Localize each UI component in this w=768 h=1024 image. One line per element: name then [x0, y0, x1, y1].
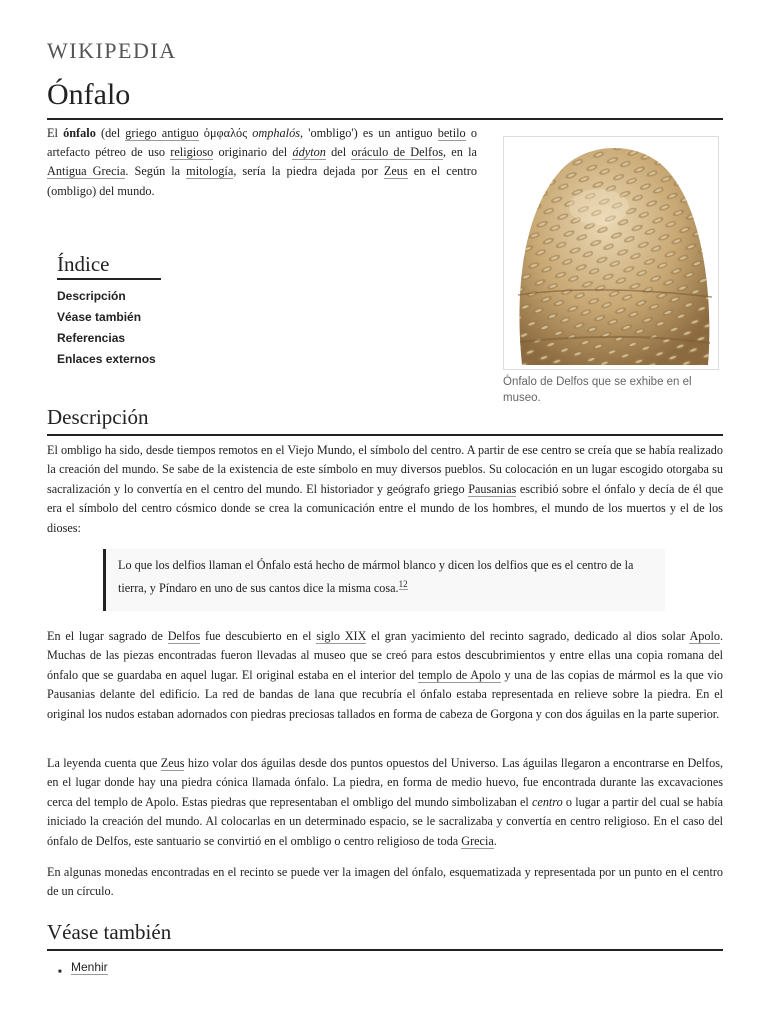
link-menhir[interactable]: Menhir — [71, 960, 108, 974]
lead-paragraph: El ónfalo (del griego antiguo ὀμφαλός omphalós, 'ombligo') es un antiguo betilo o artefacto pétreo de uso religioso originario del ádyton del oráculo de Delfos, en la Antigua Grecia. Según la mitología, sería la piedra dejada por Zeus en el centro (ombligo) del mundo. — [47, 126, 477, 198]
link-adyton[interactable]: ádyton — [292, 145, 326, 160]
lead-term: ónfalo — [63, 126, 96, 140]
omphalos-stone-icon — [504, 137, 718, 369]
page-title: Ónfalo — [47, 76, 723, 120]
link-templo-apolo[interactable]: templo de Apolo — [418, 667, 501, 682]
wikipedia-logo[interactable]: WIKIPEDIA — [47, 38, 177, 63]
link-oraculo-delfos[interactable]: oráculo de Delfos — [351, 145, 444, 160]
link-zeus[interactable]: Zeus — [383, 164, 408, 179]
toc-item-referencias[interactable]: Referencias — [57, 331, 126, 345]
descripcion-paragraph-1: El ombligo ha sido, desde tiempos remotos en el Viejo Mundo, el símbolo del centro. A partir de ese centro se creía que se había realizado la creación del mundo. Se sabe de la existencia de este símbolo en muy diversos pueblos. Su colocación en un lugar escogido otorgaba su sacralización y lo convertía en el centro del mundo. El historiador y geógrafo griego Pausanias escribió sobre el ónfalo y decía de él que era el símbolo del centro cósmico donde se crea la comunicación entre el mundo de los hombres, el mundo de los muertos y el de los dioses: — [47, 443, 724, 535]
link-religioso[interactable]: religioso — [170, 145, 214, 160]
toc-item-enlaces-externos[interactable]: Enlaces externos — [57, 352, 156, 366]
vease-tambien-list — [71, 958, 108, 976]
descripcion-paragraph-2: En el lugar sagrado de Delfos fue descubierto en el siglo XIX el gran yacimiento del recinto sagrado, dedicado al dios solar Apolo. Muchas de las piezas encontradas fueron llevadas al museo que se creó para estos descubrimientos y entre ellas una copia romana del ónfalo que se guardaba en aquel lugar. El original estaba en el interior del templo de Apolo y una de las copias de mármol es la que vio Pausanias delante del edificio. La red de bandas de lana que recubría el ónfalo estaba representada en relieve sobre la piedra. En el original los nudos estaban adornados con piedras preciosas tallados en forma de cabeza de Gorgona y con dos águilas en la parte superior. — [47, 629, 724, 721]
pausanias-quote: Lo que los delfios llaman el Ónfalo está hecho de mármol blanco y dicen los delfios que es el centro de la tierra, y Píndaro en uno de sus cantos dice la misma cosa.$^{12}$ — [103, 549, 665, 611]
omphalos-image[interactable] — [503, 136, 719, 370]
link-griego-antiguo[interactable]: griego antiguo — [125, 126, 199, 140]
descripcion-paragraph-3: La leyenda cuenta que Zeus hizo volar dos águilas desde dos puntos opuestos del Universo. Las águilas llegaron a encontrarse en Delfos, en el lugar donde hay una piedra cónica llamada ónfalo. La piedra, en forma de medio huevo, fue encontrada durante las excavaciones cerca del templo de Apolo. Estas piedras que representaban el ombligo del mundo simbolizaban el centro o lugar a partir del cual se había iniciado la creación del mundo. Al colocarlas en un determinado espacio, se le sacralizaba y convertía en centro religioso. En el caso del ónfalo de Delfos, este santuario se convirtió en el ombligo o centro religioso de toda Grecia. — [47, 756, 723, 848]
table-of-contents — [57, 252, 307, 370]
list-item — [71, 958, 108, 976]
link-zeus-2[interactable]: Zeus — [160, 756, 185, 770]
section-heading-vease-tambien: Véase también — [47, 919, 723, 951]
figure-caption: Ónfalo de Delfos que se exhibe en el museo. — [503, 376, 692, 404]
link-delfos[interactable]: Delfos — [167, 629, 201, 643]
link-mitologia[interactable]: mitología — [186, 164, 234, 179]
descripcion-paragraph-4: En algunas monedas encontradas en el recinto se puede ver la imagen del ónfalo, esquematizada y representada por un punto en el centro de un círculo. — [47, 865, 723, 899]
link-antigua-grecia[interactable]: Antigua Grecia — [47, 164, 126, 179]
toc-item-descripcion[interactable]: Descripción — [57, 289, 126, 303]
section-heading-descripcion: Descripción — [47, 404, 723, 436]
link-siglo-xix[interactable]: siglo XIX — [316, 629, 367, 643]
omphalos-figure — [503, 136, 717, 406]
link-betilo[interactable]: betilo — [437, 126, 466, 140]
link-pausanias[interactable]: Pausanias — [468, 481, 517, 496]
toc-title: Índice — [57, 252, 161, 280]
ref-1[interactable]: 1 — [398, 579, 404, 590]
ref-2[interactable]: 2 — [403, 579, 408, 590]
toc-list — [57, 286, 307, 370]
link-grecia[interactable]: Grecia — [461, 833, 494, 848]
link-apolo[interactable]: Apolo — [689, 629, 720, 643]
toc-item-vease-tambien[interactable]: Véase también — [57, 310, 142, 324]
